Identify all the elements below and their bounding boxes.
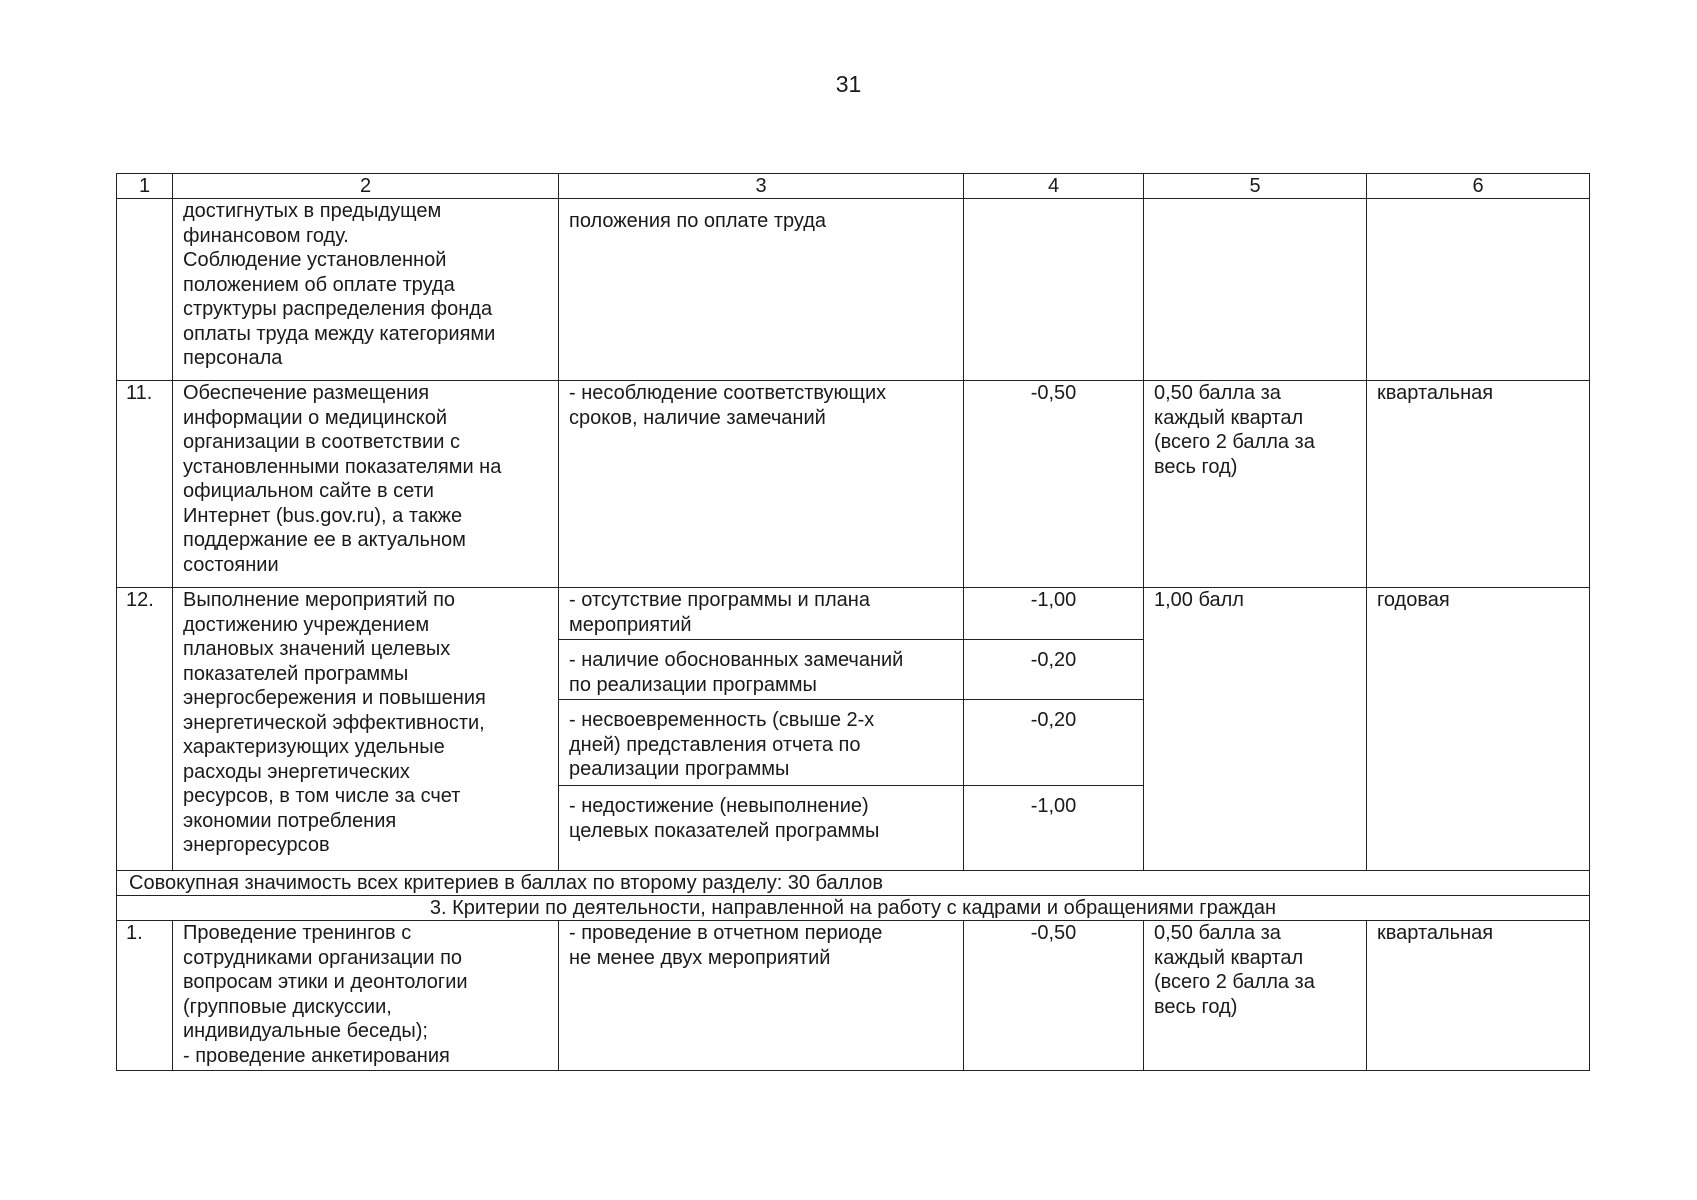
total-text: Совокупная значимость всех критериев в баллах по второму разделу: 30 баллов <box>117 871 1590 896</box>
table-row <box>117 199 1590 381</box>
period-cell <box>1367 199 1590 381</box>
table-header-row <box>117 174 1590 199</box>
criteria-table <box>116 173 1590 1071</box>
condition-cell: - несвоевременность (свыше 2-х дней) представления отчета по реализации программы <box>559 700 964 786</box>
criterion-cell: Выполнение мероприятий по достижению учреждением плановых значений целевых показателей программы энергосбережения и повышения энергетической эффективности, характеризующих удельные расходы энергетических ресурсов, в том числе за счет экономии потребления энергоресурсов <box>173 588 559 871</box>
period-cell: годовая <box>1367 588 1590 871</box>
points-cell: -0,50 <box>964 921 1144 1071</box>
points-cell: -0,20 <box>964 640 1144 700</box>
points-cell <box>964 199 1144 381</box>
header-cell: 5 <box>1144 174 1367 199</box>
row-number: 11. <box>117 381 173 588</box>
table-row <box>117 921 1590 1071</box>
row-number: 1. <box>117 921 173 1071</box>
criterion-cell: Обеспечение размещения информации о медицинской организации в соответствии с установленными показателями на официальном сайте в сети Интернет (bus.gov.ru), а также поддержание ее в актуальном состоянии <box>173 381 559 588</box>
criterion-cell: достигнутых в предыдущем финансовом году. Соблюдение установленной положением об оплате труда структуры распределения фонда оплаты труда между категориями персонала <box>173 199 559 381</box>
condition-cell: - проведение в отчетном периоде не менее двух мероприятий <box>559 921 964 1071</box>
period-cell: квартальная <box>1367 381 1590 588</box>
section-title: 3. Критерии по деятельности, направленной на работу с кадрами и обращениями граждан <box>117 896 1590 921</box>
header-cell: 4 <box>964 174 1144 199</box>
criterion-cell: Проведение тренингов с сотрудниками организации по вопросам этики и деонтологии (групповые дискуссии, индивидуальные беседы); - проведение анкетирования <box>173 921 559 1071</box>
header-cell: 6 <box>1367 174 1590 199</box>
header-cell: 2 <box>173 174 559 199</box>
total-row <box>117 871 1590 896</box>
section-row <box>117 896 1590 921</box>
table-row <box>117 381 1590 588</box>
header-cell: 1 <box>117 174 173 199</box>
condition-cell: - наличие обоснованных замечаний по реализации программы <box>559 640 964 700</box>
header-cell: 3 <box>559 174 964 199</box>
points-cell: -0,20 <box>964 700 1144 786</box>
max-points-cell <box>1144 199 1367 381</box>
row-number <box>117 199 173 381</box>
condition-cell: - несоблюдение соответствующих сроков, наличие замечаний <box>559 381 964 588</box>
page-number: 31 <box>835 71 862 97</box>
points-cell: -1,00 <box>964 786 1144 871</box>
table-row <box>117 588 1590 640</box>
points-cell: -0,50 <box>964 381 1144 588</box>
row-number: 12. <box>117 588 173 871</box>
max-points-cell: 0,50 балла за каждый квартал (всего 2 балла за весь год) <box>1144 381 1367 588</box>
condition-cell: положения по оплате труда <box>559 199 964 381</box>
max-points-cell: 0,50 балла за каждый квартал (всего 2 балла за весь год) <box>1144 921 1367 1071</box>
period-cell: квартальная <box>1367 921 1590 1071</box>
condition-cell: - отсутствие программы и плана мероприятий <box>559 588 964 640</box>
condition-cell: - недостижение (невыполнение) целевых показателей программы <box>559 786 964 871</box>
max-points-cell: 1,00 балл <box>1144 588 1367 871</box>
points-cell: -1,00 <box>964 588 1144 640</box>
